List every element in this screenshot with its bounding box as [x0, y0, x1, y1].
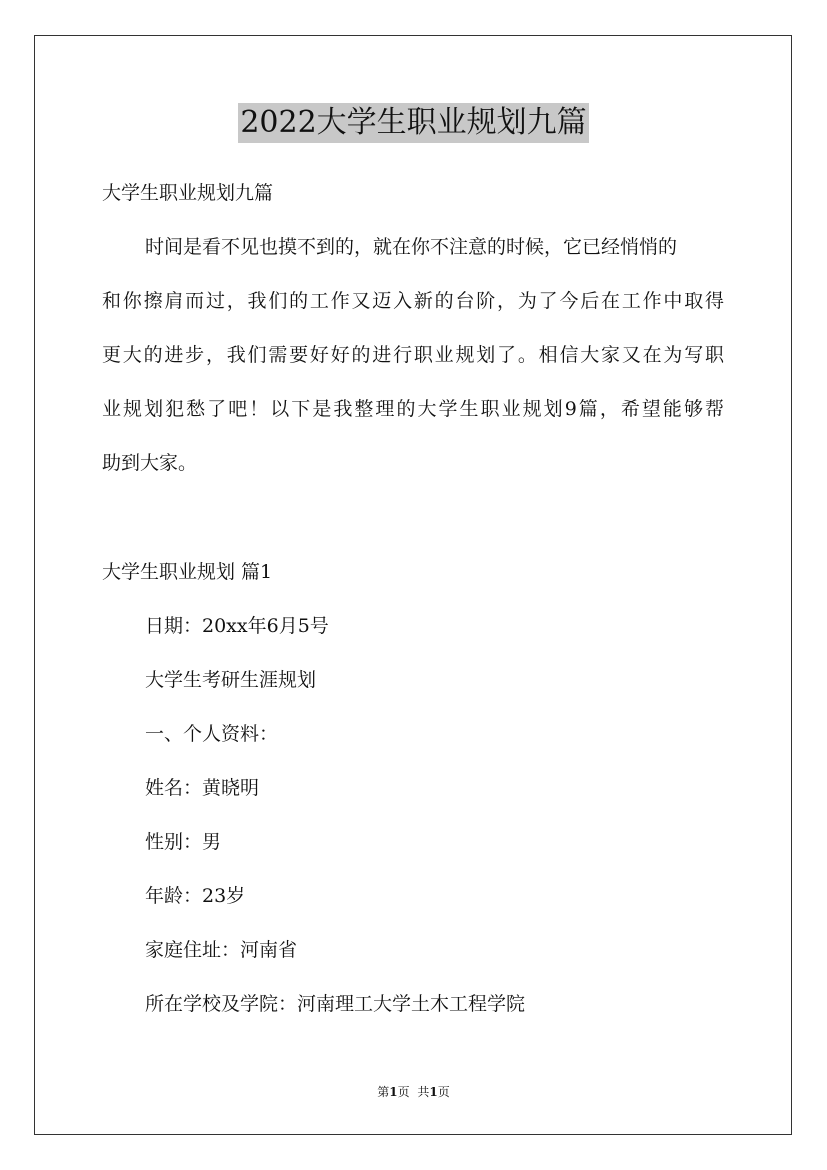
intro-line-5: 助到大家。 — [102, 452, 198, 474]
item-name: 姓名：黄晓明 — [145, 777, 260, 799]
intro-line-3: 更大的进步，我们需要好好的进行职业规划了。相信大家又在为写职 — [102, 344, 724, 366]
intro-line-1: 时间是看不见也摸不到的，就在你不注意的时候，它已经悄悄的 — [145, 236, 678, 258]
item-age: 年龄：23岁 — [145, 885, 246, 907]
footer-page-prefix: 第 — [377, 1085, 390, 1099]
intro-line-4: 业规划犯愁了吧！以下是我整理的大学生职业规划9篇，希望能够帮 — [102, 398, 724, 420]
intro-line-2: 和你擦肩而过，我们的工作又迈入新的台阶，为了今后在工作中取得 — [102, 290, 724, 312]
document-subtitle: 大学生职业规划九篇 — [102, 182, 274, 204]
section-heading: 大学生职业规划 篇1 — [102, 561, 273, 583]
item-school: 所在学校及学院：河南理工大学土木工程学院 — [145, 993, 526, 1015]
footer-total-suffix: 页 — [437, 1085, 450, 1099]
footer-total-number: 1 — [429, 1085, 438, 1099]
footer-total-prefix: 共 — [417, 1085, 430, 1099]
item-address: 家庭住址：河南省 — [145, 939, 298, 961]
document-title: 2022大学生职业规划九篇 — [238, 103, 588, 143]
footer-page-suffix: 页 — [397, 1085, 410, 1099]
item-personal-info-heading: 一、个人资料： — [145, 723, 279, 745]
item-plan-title: 大学生考研生涯规划 — [145, 669, 317, 691]
item-gender: 性别：男 — [145, 831, 222, 853]
item-date: 日期：20xx年6月5号 — [145, 615, 329, 637]
footer-page-number: 1 — [389, 1085, 398, 1099]
title-container — [0, 103, 827, 143]
page-footer — [0, 1084, 827, 1100]
